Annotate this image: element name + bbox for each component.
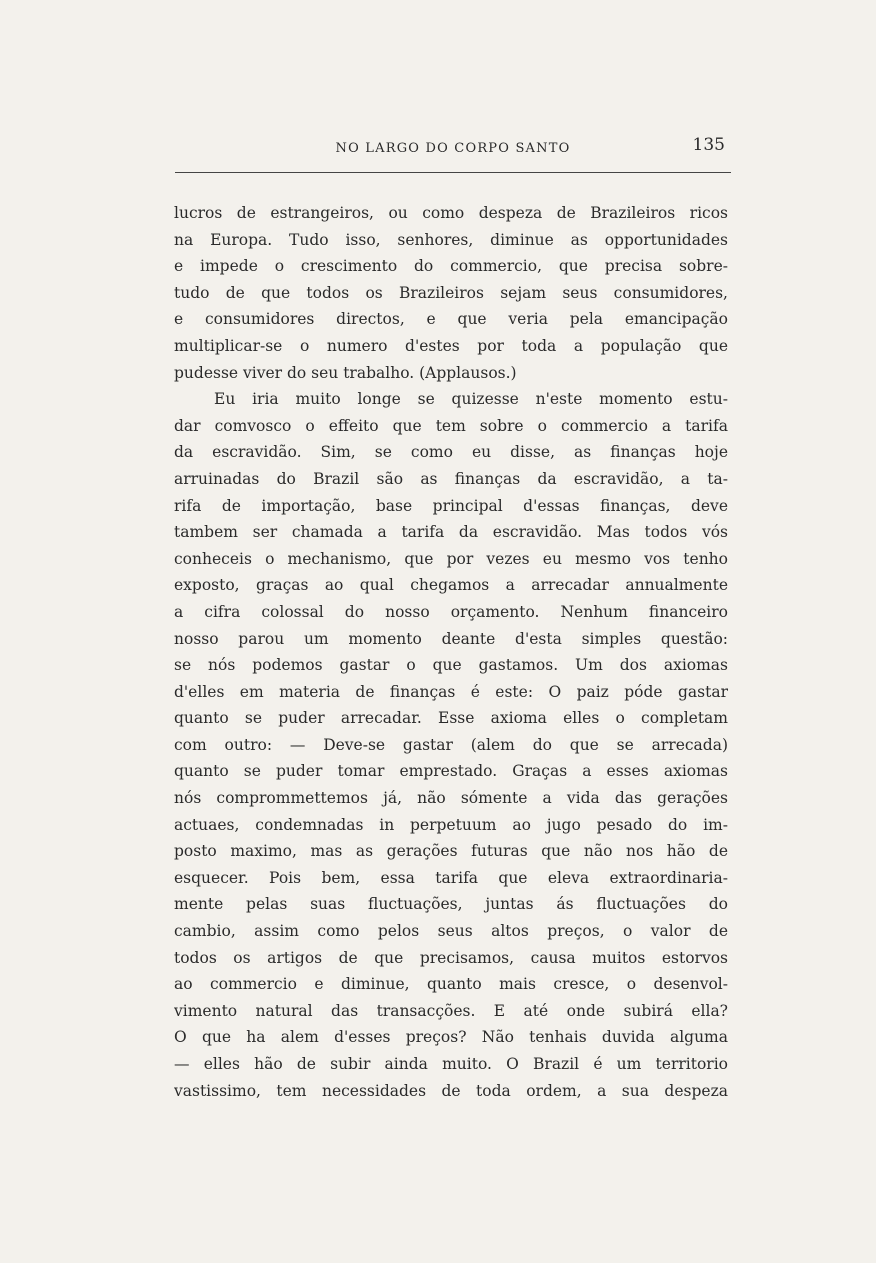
- text-line: ao commercio e diminue, quanto mais cresce, o desenvol-: [174, 975, 728, 994]
- text-line: arruinadas do Brazil são as finanças da escravidão, a ta-: [174, 469, 728, 488]
- text-line: a cifra colossal do nosso orçamento. Nenhum financeiro: [174, 602, 728, 621]
- text-line: rifa de importação, base principal d'essas finanças, deve: [174, 496, 728, 515]
- header-rule: [175, 172, 731, 173]
- text-line: quanto se puder arrecadar. Esse axioma elles o completam: [174, 709, 728, 728]
- text-line: posto maximo, mas as gerações futuras que não nos hão de: [174, 842, 728, 861]
- text-line: vastissimo, tem necessidades de toda ordem, a sua despeza: [174, 1081, 728, 1100]
- text-line: tudo de que todos os Brazileiros sejam seus consumidores,: [174, 283, 728, 302]
- text-line: actuaes, condemnadas in perpetuum ao jugo pesado do im-: [174, 815, 728, 834]
- text-line: e consumidores directos, e que veria pela emancipação: [174, 310, 728, 329]
- text-line: lucros de estrangeiros, ou como despeza de Brazileiros ricos: [174, 204, 728, 222]
- text-line: O que ha alem d'esses preços? Não tenhais duvida alguma: [174, 1028, 728, 1047]
- text-line: esquecer. Pois bem, essa tarifa que eleva extraordinaria-: [174, 868, 728, 887]
- text-line: tambem ser chamada a tarifa da escravidão. Mas todos vós: [174, 523, 728, 542]
- running-title: NO LARGO DO CORPO SANTO: [335, 141, 571, 156]
- text-line: multiplicar-se o numero d'estes por toda a população que: [174, 336, 728, 355]
- text-line: vimento natural das transacções. E até onde subirá ella?: [174, 1001, 728, 1020]
- text-line: nós comprommettemos já, não sómente a vida das gerações: [174, 789, 728, 808]
- text-line: com outro: — Deve-se gastar (alem do que se arrecada): [174, 735, 728, 754]
- text-line: Eu iria muito longe se quizesse n'este momento estu-: [214, 390, 728, 409]
- text-line: da escravidão. Sim, se como eu disse, as finanças hoje: [174, 443, 728, 462]
- text-line: cambio, assim como pelos seus altos preços, o valor de: [174, 922, 728, 941]
- text-line: se nós podemos gastar o que gastamos. Um dos axiomas: [174, 656, 728, 675]
- page-header: [175, 135, 731, 171]
- body-text: [174, 200, 728, 1104]
- text-line: dar comvosco o effeito que tem sobre o commercio a tarifa: [174, 416, 728, 435]
- text-line: todos os artigos de que precisamos, causa muitos estorvos: [174, 948, 728, 967]
- text-line: — elles hão de subir ainda muito. O Brazil é um territorio: [174, 1055, 728, 1073]
- text-line: e impede o crescimento do commercio, que precisa sobre-: [174, 257, 728, 276]
- text-line: exposto, graças ao qual chegamos a arrecadar annualmente: [174, 576, 728, 595]
- text-line: na Europa. Tudo isso, senhores, diminue as opportunidades: [174, 230, 728, 249]
- text-line: pudesse viver do seu trabalho. (Applausos.): [174, 363, 517, 382]
- text-line: quanto se puder tomar emprestado. Graças a esses axiomas: [174, 762, 728, 781]
- text-line: nosso parou um momento deante d'esta simples questão:: [174, 629, 728, 648]
- page-number: 135: [692, 135, 725, 155]
- text-line: mente pelas suas fluctuações, juntas ás fluctuações do: [174, 895, 728, 914]
- text-line: d'elles em materia de finanças é este: O paiz póde gastar: [174, 682, 728, 701]
- text-line: conheceis o mechanismo, que por vezes eu mesmo vos tenho: [174, 549, 728, 568]
